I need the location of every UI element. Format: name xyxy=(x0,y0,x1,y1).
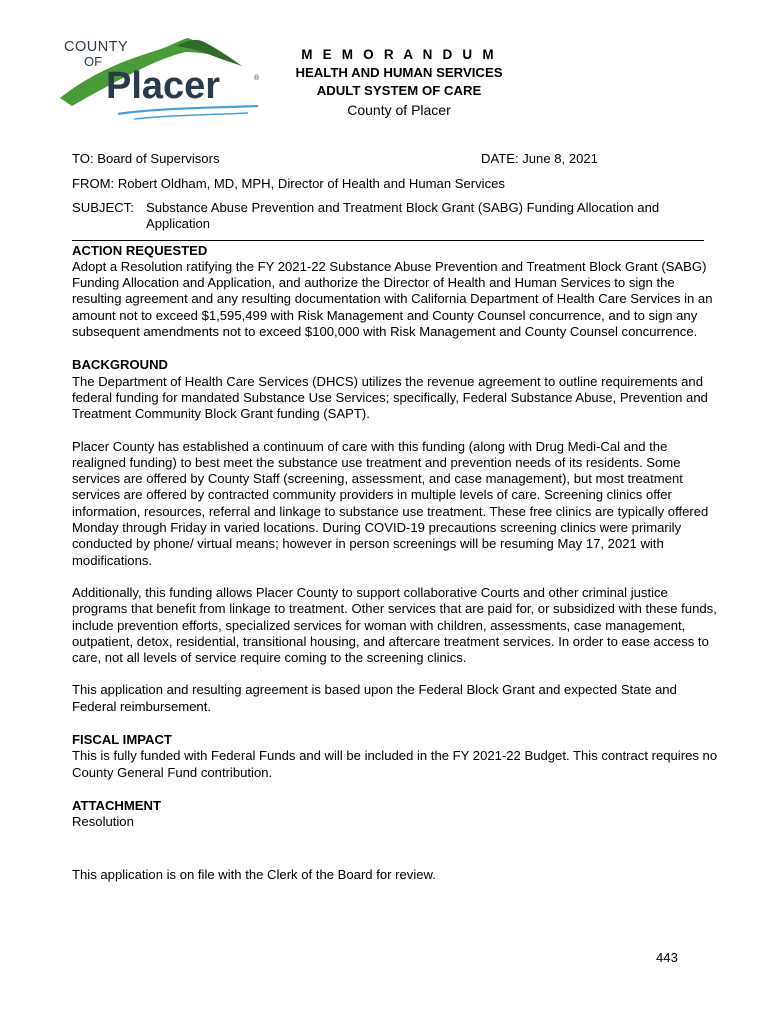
action-requested-text: Adopt a Resolution ratifying the FY 2021-22 Substance Abuse Prevention and Treatment Block Grant (SABG) Funding Allocation and Application, and authorize the Director of Health and Human Services to sign the resulting agreement and any resulting documentation with California Department of Health Care Services in an amount not to exceed $1,595,499 with Risk Management and County Counsel concurrence, and to sign any subsequent amendments not to exceed $100,000 with Risk Management and County Counsel concurrence. xyxy=(72,258,713,340)
background-paragraph-3: Additionally, this funding allows Placer County to support collaborative Courts and other criminal justice programs that benefit from linkage to treatment. Other services that are paid for, or subsidized with these funds, include prevention efforts, specialized services for woman with children, assessments, case management, outpatient, detox, residential, transitional housing, and aftercare treatment services. In order to ease access to care, not all levels of service require coming to the screening clinics. xyxy=(72,584,717,666)
page-number: 443 xyxy=(656,950,678,965)
logo-registered-mark: ® xyxy=(254,75,260,82)
memo-title: M E M O R A N D U M xyxy=(301,47,497,62)
from-line: FROM: Robert Oldham, MD, MPH, Director of Health and Human Services xyxy=(72,176,505,191)
memo-body xyxy=(72,151,724,883)
mountain-ridge xyxy=(176,40,242,66)
to-date-row xyxy=(72,151,724,168)
date-line: DATE: June 8, 2021 xyxy=(481,151,598,166)
to-line: TO: Board of Supervisors xyxy=(72,151,220,166)
fiscal-impact-section xyxy=(72,732,724,781)
background-paragraph-4: This application and resulting agreement is based upon the Federal Block Grant and expected State and Federal reimbursement. xyxy=(72,682,677,714)
fiscal-impact-text: This is fully funded with Federal Funds and will be included in the FY 2021-22 Budget. This contract requires no County General Fund contribution. xyxy=(72,748,718,780)
fiscal-impact-heading: FISCAL IMPACT xyxy=(72,732,172,748)
subject-block xyxy=(72,200,724,233)
action-requested-heading: ACTION REQUESTED xyxy=(72,242,208,258)
closing-note: This application is on file with the Clerk of the Board for review. xyxy=(72,866,436,882)
logo-county-text: COUNTY xyxy=(64,39,129,55)
logo-placer-text: Placer xyxy=(106,65,221,107)
header-divider xyxy=(72,240,704,241)
background-paragraph-1: The Department of Health Care Services (DHCS) utilizes the revenue agreement to outline requirements and federal funding for mandated Substance Use Services; specifically, Federal Substance Abuse, Prevention and Treatment Community Block Grant funding (SAPT). xyxy=(72,373,708,422)
attachment-section xyxy=(72,798,724,831)
attachment-text: Resolution xyxy=(72,814,134,830)
subject-text: Substance Abuse Prevention and Treatment Block Grant (SABG) Funding Allocation and Application xyxy=(146,200,660,232)
logo-of-text: OF xyxy=(84,54,103,69)
department-name: HEALTH AND HUMAN SERVICES xyxy=(295,65,503,80)
attachment-heading: ATTACHMENT xyxy=(72,797,161,813)
subject-label: SUBJECT: xyxy=(72,200,134,215)
background-heading: BACKGROUND xyxy=(72,357,169,373)
background-section xyxy=(72,357,724,715)
action-requested-section xyxy=(72,243,724,341)
logo-graphic xyxy=(58,36,268,120)
county-of-placer-logo xyxy=(58,36,268,120)
division-name: ADULT SYSTEM OF CARE xyxy=(316,83,482,98)
county-name: County of Placer xyxy=(347,102,451,118)
water-line-bottom xyxy=(134,113,248,119)
memo-header xyxy=(240,46,558,119)
background-paragraph-2: Placer County has established a continuum of care with this funding (along with Drug Medi-Cal and the realigned funding) to best meet the substance use treatment and prevention needs of its residents. Some services are offered by County Staff (screening, assessment, and case management), but most treatment services are offered by contracted community providers in multiple levels of care. Screening clinics offer information, resources, referral and linkage to substance use treatment. These free clinics are typically offered Monday through Friday in varied locations. During COVID-19 precautions screening clinics were primarily conducted by phone/ virtual means; however in person screenings will be resuming May 17, 2021 with modifications. xyxy=(72,438,709,568)
